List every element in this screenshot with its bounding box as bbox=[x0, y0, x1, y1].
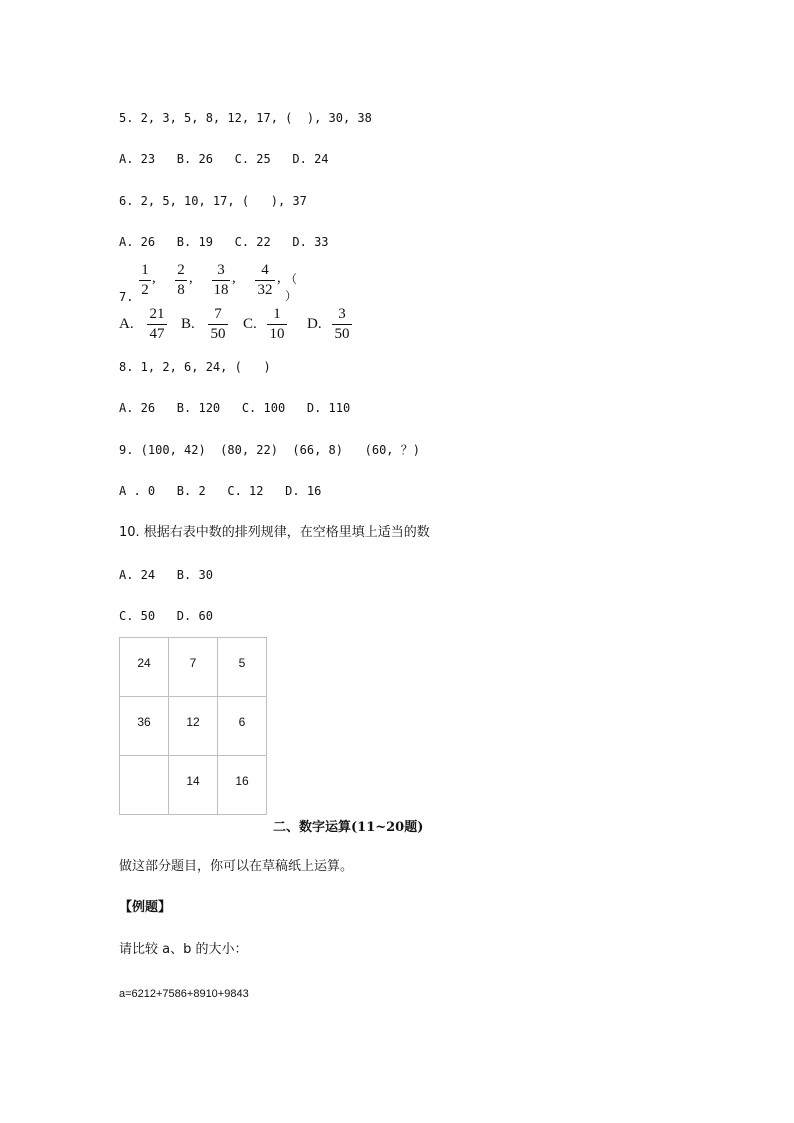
section-title: 二、数字运算(11~20题) bbox=[273, 820, 424, 835]
grid-cell: 12 bbox=[169, 697, 218, 756]
q7-fraction: 3 18 bbox=[213, 262, 229, 298]
instruction-text: 做这部分题目，你可以在草稿纸上运算。 bbox=[119, 859, 354, 874]
q8-options: A. 26 B. 120 C. 100 D. 110 bbox=[119, 401, 351, 415]
grid-row bbox=[120, 697, 267, 756]
compare-text: 请比较 a、b 的大小： bbox=[119, 942, 248, 957]
q7-number: 7. bbox=[119, 290, 134, 304]
formula-a: a=6212+7586+8910+9843 bbox=[119, 988, 249, 1000]
q10-options-row2: C. 50 D. 60 bbox=[119, 609, 213, 623]
grid-cell: 36 bbox=[120, 697, 169, 756]
grid-cell: 5 bbox=[218, 638, 267, 697]
q6-stem: 6. 2, 5, 10, 17, ( ), 37 bbox=[119, 194, 307, 208]
q7-option-d: 3 50 bbox=[332, 306, 352, 343]
q10-stem: 10. 根据右表中数的排列规律，在空格里填上适当的数 bbox=[119, 525, 430, 540]
grid-cell-blank bbox=[120, 756, 169, 815]
q7-fraction: 1 2 bbox=[139, 262, 151, 299]
q5-options: A. 23 B. 26 C. 25 D. 24 bbox=[119, 152, 329, 166]
q7-option-b: 7 50 bbox=[208, 306, 228, 343]
q7-option-c: 1 10 bbox=[267, 306, 287, 343]
q7-blank: （ ） bbox=[285, 272, 298, 303]
q7-fraction: 2 8 bbox=[175, 262, 187, 299]
grid-row bbox=[120, 638, 267, 697]
q7-fraction: 4 32 bbox=[255, 262, 275, 299]
number-grid bbox=[119, 637, 267, 815]
grid-cell: 16 bbox=[218, 756, 267, 815]
example-label: 【例题】 bbox=[119, 900, 172, 915]
grid-cell: 24 bbox=[120, 638, 169, 697]
q9-stem: 9. (100, 42) (80, 22) (66, 8) (60, ？) bbox=[119, 443, 420, 457]
q10-options-row1: A. 24 B. 30 bbox=[119, 568, 213, 582]
grid-cell: 14 bbox=[169, 756, 218, 815]
q6-options: A. 26 B. 19 C. 22 D. 33 bbox=[119, 235, 329, 249]
q9-options: A . 0 B. 2 C. 12 D. 16 bbox=[119, 484, 322, 498]
grid-row bbox=[120, 756, 267, 815]
grid-cell: 7 bbox=[169, 638, 218, 697]
grid-cell: 6 bbox=[218, 697, 267, 756]
q8-stem: 8. 1, 2, 6, 24, ( ) bbox=[119, 360, 271, 374]
q7-option-a: 21 47 bbox=[147, 306, 167, 343]
q5-stem: 5. 2, 3, 5, 8, 12, 17, ( ), 30, 38 bbox=[119, 111, 372, 125]
